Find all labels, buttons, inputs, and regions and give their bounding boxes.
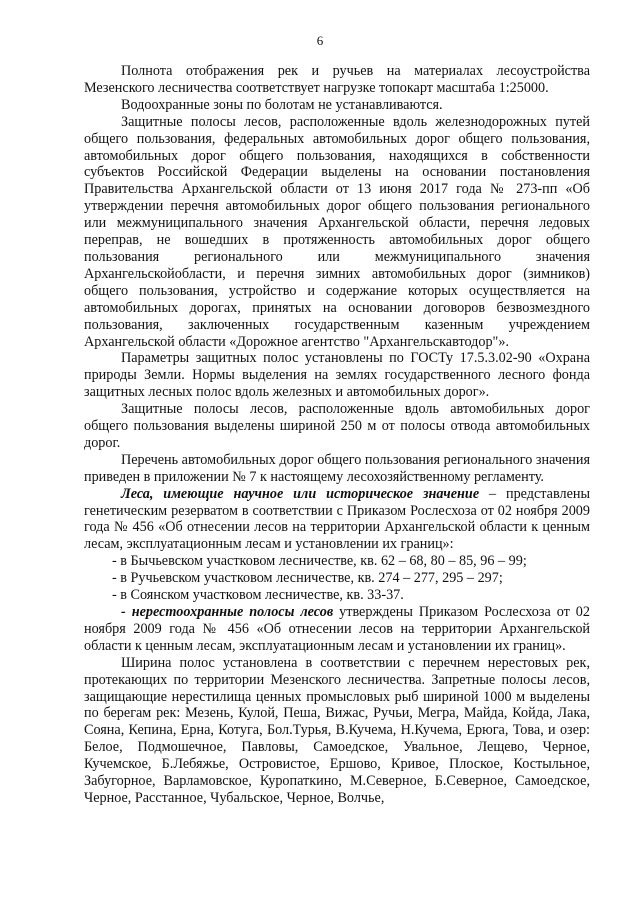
paragraph-swamp-zones: Водоохранные зоны по болотам не устанавливаются. — [121, 96, 443, 113]
paragraph-gost-parameters: Параметры защитных полос установлены по ГОСТу 17.5.3.02-90 «Охрана природы Земли. Нормы выделения на землях государственного лесного фонда защитных лесных полос вдоль железных и автомобильных дорог». — [84, 350, 590, 401]
spawning-strips-heading: нерестоохранные полосы лесов — [131, 604, 334, 620]
paragraph-road-list-appendix: Перечень автомобильных дорог общего пользования регионального значения приведен в приложении № 7 к настоящему лесохозяйственному регламенту. — [84, 451, 590, 485]
paragraph-spawning-strips — [84, 604, 590, 655]
list-item: - в Бычьевском участковом лесничестве, кв. 62 – 68, 80 – 85, 96 – 99; — [112, 553, 527, 570]
scientific-forests-text: – представлены генетическим резерватом в соответствии с Приказом Рослесхоза от 02 ноября 2009 года № 456 «Об отнесении лесов на территории Архангельской области к ценным лесам, эксплуатационным лесам и установлении их границ»: — [84, 485, 590, 553]
spawning-strips-dash: - — [121, 604, 132, 620]
paragraph-protective-strips: Защитные полосы лесов, расположенные вдоль железнодорожных путей общего пользования, федеральных автомобильных дорог общего пользования, автомобильных дорог общего пользования, находящихся в собственности субъектов Российской Федерации выделены на основании постановления Правительства Архангельской области от 13 июня 2017 года № 273-пп «Об утверждении перечня автомобильных дорог общего пользования регионального или межмуниципального значения Архангельской области, перечня ледовых переправ, не вошедших в протяженность автомобильных дорог общего пользования регионального или межмуниципального значения Архангельскойобласти, и перечня зимних автомобильных дорог (зимников) общего пользования, устройство и содержание которых осуществляется на автомобильных дорогах, принятых на основании договоров безвозмездного пользования, заключенных государственным казенным учреждением Архангельской области «Дорожное агентство "Архангельскавтодор"». — [84, 113, 590, 350]
spawning-strips-text: утверждены Приказом Рослесхоза от 02 ноября 2009 года № 456 «Об отнесении лесов на территории Архангельской области к ценным лесам, эксплуатационным лесам и установлении их границ». — [84, 604, 590, 654]
list-item: - в Ручьевском участковом лесничестве, кв. 274 – 277, 295 – 297; — [112, 570, 503, 587]
scientific-forests-heading: Леса, имеющие научное или историческое значение — [121, 485, 480, 502]
list-item: - в Соянском участковом лесничестве, кв. 33-37. — [112, 587, 404, 604]
paragraph-spawning-rivers: Ширина полос установлена в соответствии с перечнем нерестовых рек, протекающих по территории Мезенского лесничества. Запретные полосы лесов, защищающие нерестилища ценных промысловых рыб шириной 1000 м выделены по берегам рек: Мезень, Кулой, Пеша, Вижас, Ручьи, Мегра, Майда, Койда, Лака, Сояна, Кепина, Ерна, Котуга, Бол.Турья, В.Кучема, Н.Кучема, Ерюга, Това, и озер: Белое, Подмошечное, Павловы, Самоедское, Увальное, Лещево, Черное, Кучемское, Б.Лебяжье, Островистое, Ершово, Кривое, Плоское, Костыльное, Забугорное, Варламовское, Куропаткино, М.Северное, Б.Северное, Самоедское, Черное, Расстанное, Чубальское, Черное, Волчье, — [84, 654, 590, 806]
document-body — [84, 63, 590, 807]
paragraph-scientific-forests — [84, 486, 590, 554]
page-number: 6 — [316, 33, 324, 48]
paragraph-rivers-mapping: Полнота отображения рек и ручьев на материалах лесоустройства Мезенского лесничества соответствует нагрузке топокарт масштаба 1:25000. — [84, 63, 590, 96]
paragraph-road-strips-width: Защитные полосы лесов, расположенные вдоль автомобильных дорог общего пользования выделены шириной 250 м от полосы отвода автомобильных дорог. — [84, 401, 590, 451]
